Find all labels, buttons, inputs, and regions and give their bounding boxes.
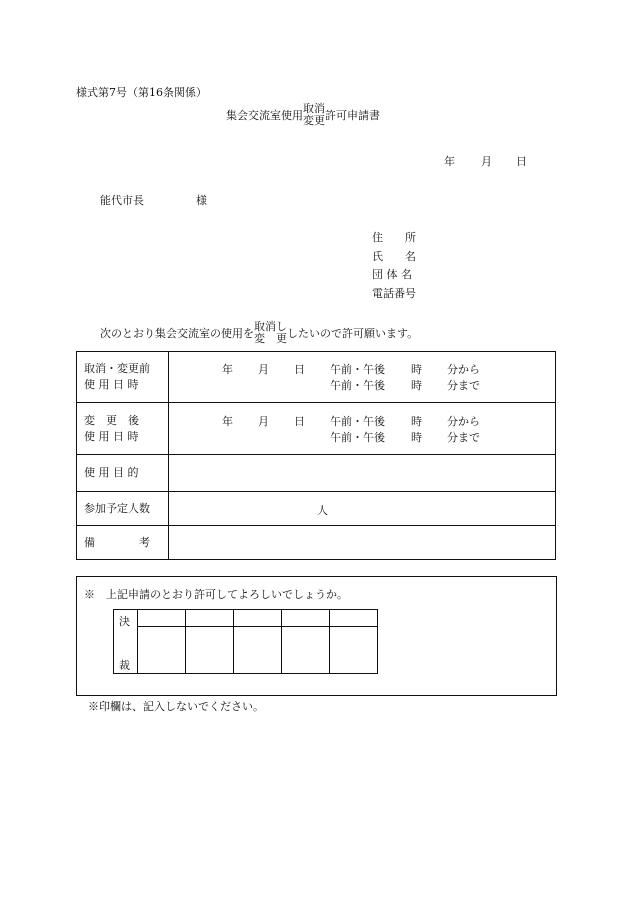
before-start-hour: 時 [411, 363, 422, 376]
attendees-unit: 人 [317, 504, 328, 517]
before-year-label: 年 [222, 363, 233, 376]
stamp-header-1 [138, 610, 186, 627]
before-day-label: 日 [294, 363, 305, 376]
stamp-box-1[interactable] [138, 627, 186, 674]
before-change-label-line2: 使 用 日 時 [84, 378, 139, 391]
row-purpose [77, 455, 556, 492]
row-after-change [77, 403, 556, 455]
title-option-cancel: 取消 [303, 102, 325, 115]
title-prefix: 集会交流室使用 [226, 109, 303, 122]
date-day-label: 日 [516, 155, 527, 168]
application-table [76, 351, 556, 560]
before-change-label [77, 352, 169, 403]
intro-suffix: したいので許可願います。 [287, 327, 419, 340]
stamp-header-5 [330, 610, 378, 627]
after-change-datetime-field[interactable] [169, 403, 556, 455]
attendees-field[interactable] [169, 492, 556, 526]
purpose-field[interactable] [169, 455, 556, 492]
after-start-hour: 時 [411, 415, 422, 428]
office-use-note: ※印欄は、記入しないでください。 [88, 700, 264, 713]
before-end-until: 分まで [447, 379, 480, 392]
before-end-ampm: 午前・午後 [330, 379, 385, 392]
stamp-box-2[interactable] [186, 627, 234, 674]
applicant-name-label: 氏 名 [372, 250, 416, 263]
document-title [226, 103, 380, 127]
intro-sentence [100, 321, 418, 345]
addressee-honorific: 様 [196, 194, 207, 207]
title-option-change: 変更 [303, 114, 325, 127]
after-change-label-line2: 使 用 日 時 [84, 429, 139, 443]
remarks-field[interactable] [169, 526, 556, 560]
before-start-from: 分から [447, 363, 480, 376]
row-remarks [77, 526, 556, 560]
after-end-until: 分まで [447, 431, 480, 444]
intro-option-change: 変 更 [254, 332, 287, 345]
applicant-address-label: 住 所 [372, 231, 416, 244]
intro-options [254, 321, 287, 345]
after-change-label [77, 403, 169, 455]
intro-option-cancel: 取消し [254, 320, 287, 333]
decision-label-bottom: 裁 [119, 659, 130, 672]
attendees-label: 参加予定人数 [77, 492, 169, 526]
after-day-label: 日 [294, 415, 305, 428]
before-start-ampm: 午前・午後 [330, 363, 385, 376]
form-number: 様式第7号（第16条関係） [76, 86, 207, 99]
before-change-label-line1: 取消・変更前 [84, 362, 150, 375]
intro-prefix: 次のとおり集会交流室の使用を [100, 327, 254, 340]
before-change-datetime-field[interactable] [169, 352, 556, 403]
decision-label-cell [114, 610, 138, 674]
applicant-phone-label: 電話番号 [372, 287, 416, 300]
date-month-label: 月 [481, 155, 492, 168]
after-change-label-line1: 変 更 後 [84, 413, 139, 427]
applicant-group-label: 団 体 名 [372, 268, 412, 281]
approval-box [76, 576, 557, 696]
after-end-ampm: 午前・午後 [330, 431, 385, 444]
stamp-header-3 [234, 610, 282, 627]
stamp-box-4[interactable] [282, 627, 330, 674]
row-attendees [77, 492, 556, 526]
before-month-label: 月 [258, 363, 269, 376]
after-start-from: 分から [447, 415, 480, 428]
purpose-label: 使 用 目 的 [77, 455, 169, 492]
after-end-hour: 時 [411, 431, 422, 444]
title-options [303, 103, 325, 127]
decision-label-top: 決 [119, 615, 130, 628]
stamp-box-5[interactable] [330, 627, 378, 674]
row-before-change [77, 352, 556, 403]
after-year-label: 年 [222, 415, 233, 428]
approval-question: ※ 上記申請のとおり許可してよろしいでしょうか。 [84, 588, 348, 601]
after-month-label: 月 [258, 415, 269, 428]
addressee-name: 能代市長 [100, 194, 144, 207]
stamp-header-2 [186, 610, 234, 627]
decision-stamp-grid [113, 609, 378, 674]
before-end-hour: 時 [411, 379, 422, 392]
stamp-header-4 [282, 610, 330, 627]
remarks-label: 備 考 [77, 526, 169, 560]
title-suffix: 許可申請書 [325, 109, 380, 122]
after-start-ampm: 午前・午後 [330, 415, 385, 428]
stamp-box-3[interactable] [234, 627, 282, 674]
date-year-label: 年 [444, 155, 455, 168]
